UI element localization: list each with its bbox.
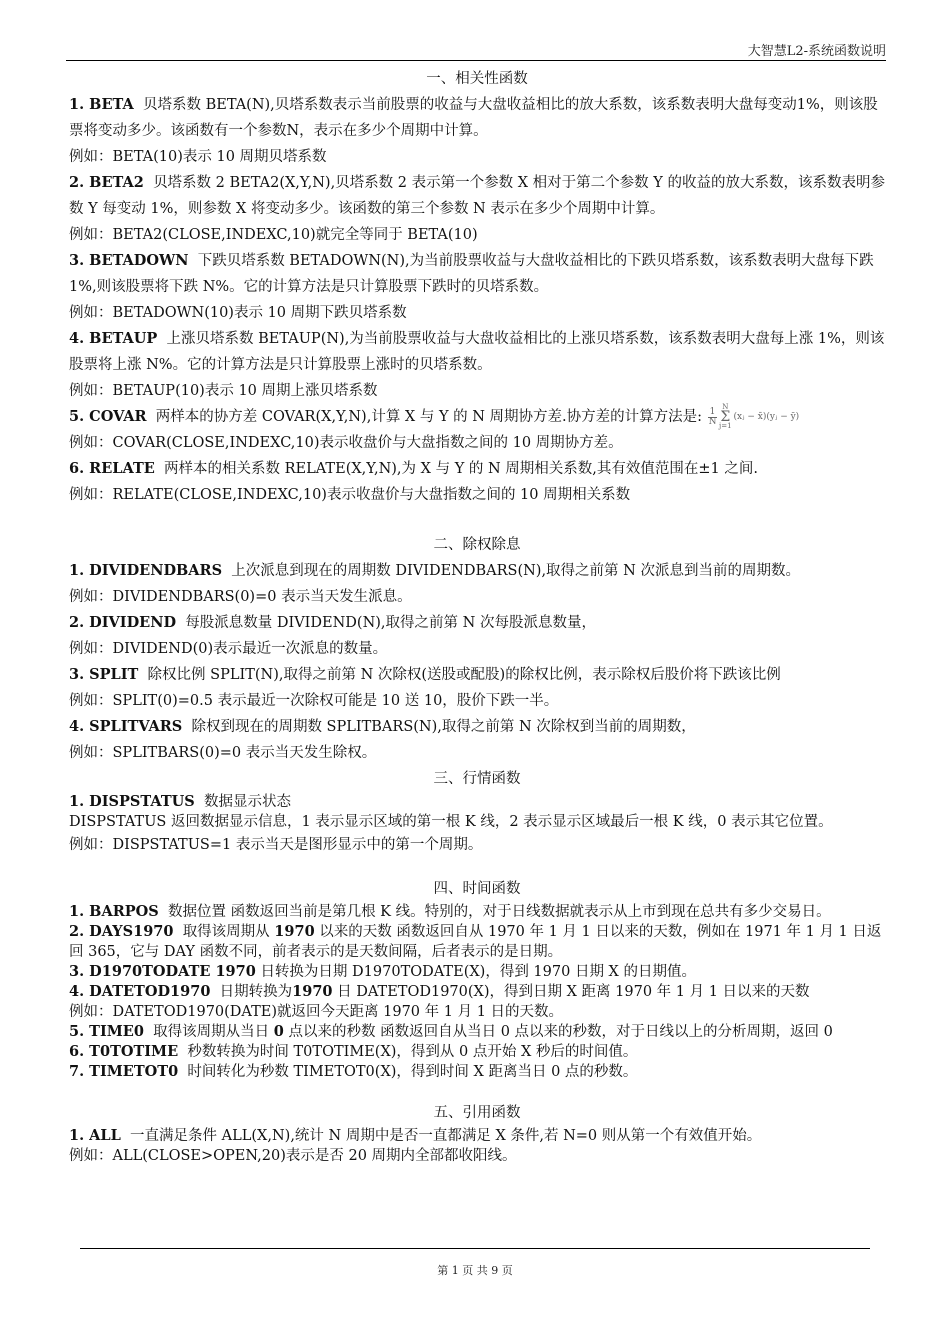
function-description: 除权比例 SPLIT(N),取得之前第 N 次除权(送股或配股)的除权比例，表示除权后股价将下跌该比例 <box>147 667 781 683</box>
section-title-reference: 五、引用函数 <box>433 1105 521 1121</box>
example-line: 例如：RELATE(CLOSE,INDEXC,10)表示收盘价与大盘指数之间的 10 周期相关系数 <box>69 487 631 503</box>
function-name: 2. DIVIDEND <box>69 614 177 631</box>
example-line: 例如：DIVIDEND(0)表示最近一次派息的数量。 <box>69 641 388 657</box>
function-name: 1. DISPSTATUS <box>69 793 195 810</box>
function-description: 一直满足条件 ALL(X,N),统计 N 周期中是否一直都满足 X 条件,若 N=0 则从第一个有效值开始。 <box>130 1128 762 1144</box>
example-line: 例如：DATETOD1970(DATE)就返回今天距离 1970 年 1 月 1 日的天数。 <box>69 1004 564 1020</box>
function-name: 4. BETAUP <box>69 330 158 347</box>
example-line: 例如：DIVIDENDBARS(0)=0 表示当天发生派息。 <box>69 589 412 605</box>
function-description: 上涨贝塔系数 BETAUP(N),为当前股票收益与大盘收益相比的上涨贝塔系数，该系数表明大盘每上涨 1%，则该股票将上涨 N%。它的计算方法是只计算股票上涨时的贝塔系数。 <box>69 331 885 373</box>
function-name: 4. SPLITVARS <box>69 718 183 735</box>
function-entry-relate <box>69 456 885 482</box>
function-entry-betadown <box>69 248 885 300</box>
example-line: 例如：BETADOWN(10)表示 10 周期下跌贝塔系数 <box>69 305 407 321</box>
function-name: 7. TIMETOT0 <box>69 1063 179 1080</box>
example-line: 例如：SPLITBARS(0)=0 表示当天发生除权。 <box>69 745 377 761</box>
function-entry-dispstatus <box>69 792 885 812</box>
formula-sum: N Σ j=1 <box>719 403 732 430</box>
sum-lower-limit: j=1 <box>719 422 732 430</box>
function-entry-betaup <box>69 326 885 378</box>
example-line: 例如：COVAR(CLOSE,INDEXC,10)表示收盘价与大盘指数之间的 10 周期协方差。 <box>69 435 623 451</box>
function-description: 秒数转换为时间 T0TOTIME(X)，得到从 0 点开始 X 秒后的时间值。 <box>187 1044 638 1060</box>
function-description: 日转换为日期 D1970TODATE(X)，得到 1970 日期 X 的日期值。 <box>260 964 696 980</box>
function-name: 4. DATETOD1970 <box>69 983 211 1000</box>
function-entry-days1970 <box>69 922 885 962</box>
document-body <box>69 66 885 1166</box>
covariance-formula <box>708 404 799 430</box>
function-name: 6. T0TOTIME <box>69 1043 179 1060</box>
example-line: 例如：BETA(10)表示 10 周期贝塔系数 <box>69 149 327 165</box>
function-entry-timetot0 <box>69 1062 885 1082</box>
function-name: 3. D1970TODATE 1970 <box>69 963 256 980</box>
function-name: 2. DAYS1970 <box>69 923 174 940</box>
formula-fraction <box>708 408 717 427</box>
function-entry-d1970todate <box>69 962 885 982</box>
function-description-bold: 1970 <box>292 983 333 1000</box>
function-description: 数据位置 函数返回当前是第几根 K 线。特别的，对于日线数据就表示从上市到现在总共有多少交易日。 <box>167 904 831 920</box>
function-description: 下跌贝塔系数 BETADOWN(N),为当前股票收益与大盘收益相比的下跌贝塔系数，该系数表明大盘每下跌 1%,则该股票将下跌 N%。它的计算方法是只计算股票下跌时的贝塔系数。 <box>69 253 874 295</box>
function-name: 1. BARPOS <box>69 903 159 920</box>
page-number: 第 1 页 共 9 页 <box>437 1264 513 1277</box>
function-description: 贝塔系数 BETA(N),贝塔系数表示当前股票的收益与大盘收益相比的放大系数，该系数表明大盘每变动1%，则该股票将变动多少。该函数有一个参数N，表示在多少个周期中计算。 <box>69 97 878 139</box>
function-entry-beta2 <box>69 170 885 222</box>
example-line: 例如：DISPSTATUS=1 表示当天是图形显示中的第一个周期。 <box>69 837 483 853</box>
function-description: 日 DATETOD1970(X)，得到日期 X 距离 1970 年 1 月 1 日以来的天数 <box>337 984 810 1000</box>
function-description: 每股派息数量 DIVIDEND(N),取得之前第 N 次每股派息数量， <box>185 615 596 631</box>
header-rule <box>66 60 886 61</box>
function-description: 除权到现在的周期数 SPLITBARS(N),取得之前第 N 次除权到当前的周期数， <box>191 719 696 735</box>
function-name: 1. DIVIDENDBARS <box>69 562 223 579</box>
section-title-market: 三、行情函数 <box>433 771 521 787</box>
function-description: 以来的天数 函数返回自从 1970 年 1 月 1 日以来的天数，例如在 1971 年 1 月 1 日返回 365，它与 DAY 函数不同，前者表示的是天数间隔，后者表示的是日期。 <box>69 924 882 960</box>
function-entry-splitvars <box>69 714 885 740</box>
formula-denominator: N <box>708 416 717 427</box>
function-entry-split <box>69 662 885 688</box>
function-name: 1. ALL <box>69 1127 121 1144</box>
function-name: 5. TIME0 <box>69 1023 144 1040</box>
function-detail: DISPSTATUS 返回数据显示信息，1 表示显示区域的第一根 K 线，2 表示显示区域最后一根 K 线，0 表示其它位置。 <box>69 814 833 830</box>
function-name: 2. BETA2 <box>69 174 144 191</box>
section-title-correlation: 一、相关性函数 <box>426 71 528 87</box>
example-line: 例如：BETA2(CLOSE,INDEXC,10)就完全等同于 BETA(10) <box>69 227 478 243</box>
function-description-bold: 1970 <box>274 923 315 940</box>
formula-body: (xⱼ − x̄)(yⱼ − ȳ) <box>733 412 800 422</box>
sum-upper-limit: N <box>722 403 729 411</box>
formula-numerator: 1 <box>709 406 716 417</box>
function-entry-barpos <box>69 902 885 922</box>
function-description: 取得该周期从当日 <box>153 1024 270 1040</box>
example-line: 例如：ALL(CLOSE>OPEN,20)表示是否 20 周期内全部都收阳线。 <box>69 1148 517 1164</box>
example-line: 例如：BETAUP(10)表示 10 周期上涨贝塔系数 <box>69 383 378 399</box>
function-entry-beta <box>69 92 885 144</box>
function-description: 两样本的协方差 COVAR(X,Y,N),计算 X 与 Y 的 N 周期协方差.协方差的计算方法是: <box>155 409 703 425</box>
section-title-dividends: 二、除权除息 <box>433 537 521 553</box>
function-entry-datetod1970 <box>69 982 885 1002</box>
function-description: 两样本的相关系数 RELATE(X,Y,N),为 X 与 Y 的 N 周期相关系数,其有效值范围在±1 之间. <box>164 461 758 477</box>
function-entry-all <box>69 1126 885 1146</box>
function-name: 1. BETA <box>69 96 134 113</box>
function-entry-dividendbars <box>69 558 885 584</box>
footer-rule <box>80 1248 870 1249</box>
function-description: 点以来的秒数 函数返回自从当日 0 点以来的秒数，对于日线以上的分析周期，返回 0 <box>288 1024 833 1040</box>
function-name: 5. COVAR <box>69 408 147 425</box>
function-entry-dividend <box>69 610 885 636</box>
function-description-bold: 0 <box>273 1023 284 1040</box>
function-name: 3. SPLIT <box>69 666 139 683</box>
function-description: 时间转化为秒数 TIMETOT0(X)，得到时间 X 距离当日 0 点的秒数。 <box>187 1064 638 1080</box>
function-description: 取得该周期从 <box>182 924 270 940</box>
document-header-title: 大智慧L2-系统函数说明 <box>747 44 886 59</box>
function-description: 上次派息到现在的周期数 DIVIDENDBARS(N),取得之前第 N 次派息到当前的周期数。 <box>231 563 800 579</box>
function-name: 6. RELATE <box>69 460 155 477</box>
example-line: 例如：SPLIT(0)=0.5 表示最近一次除权可能是 10 送 10，股价下跌一半。 <box>69 693 559 709</box>
function-entry-covar <box>69 404 885 430</box>
function-entry-time0 <box>69 1022 885 1042</box>
function-description: 贝塔系数 2 BETA2(X,Y,N),贝塔系数 2 表示第一个参数 X 相对于第二个参数 Y 的收益的放大系数，该系数表明参数 Y 每变动 1%，则参数 X 将变动多少。该函数的第三个参数 N 表示在多少个周期中计算。 <box>69 175 885 217</box>
section-title-time: 四、时间函数 <box>433 881 521 897</box>
function-name: 3. BETADOWN <box>69 252 189 269</box>
function-description: 日期转换为 <box>219 984 293 1000</box>
function-description: 数据显示状态 <box>203 794 291 810</box>
function-entry-t0totime <box>69 1042 885 1062</box>
